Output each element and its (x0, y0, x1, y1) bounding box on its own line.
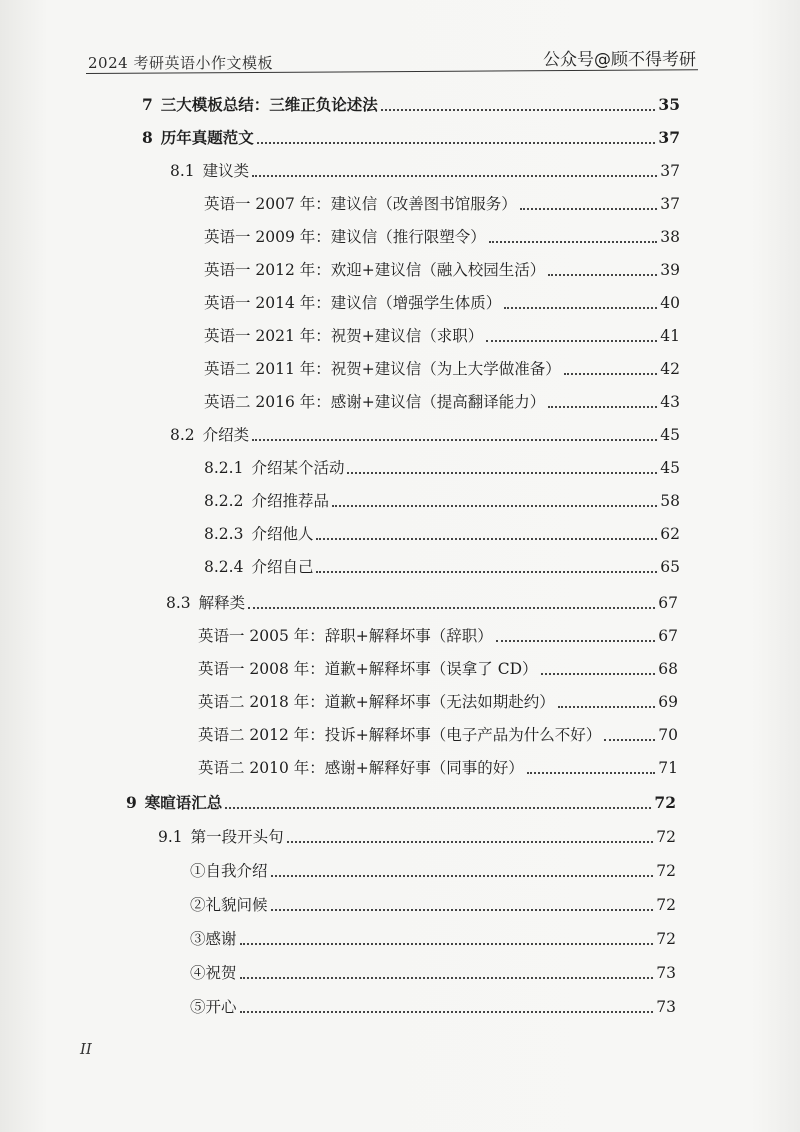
toc-entry[interactable]: 8.2 介绍类 45 (170, 426, 680, 444)
toc-entry[interactable]: ②礼貌问候 72 (190, 896, 676, 914)
toc-page-number: 72 (656, 828, 676, 846)
leader-dots (240, 977, 654, 979)
toc-entry[interactable]: 9 寒暄语汇总 72 (126, 793, 676, 812)
toc-page-number: 67 (658, 627, 678, 645)
toc-entry[interactable]: 英语一 2021 年：祝贺+建议信（求职） 41 (204, 327, 680, 345)
toc-page-number: 39 (660, 261, 680, 279)
leader-dots (252, 439, 657, 441)
toc-entry[interactable]: 8.2.1 介绍某个活动 45 (204, 459, 680, 477)
toc-page-number: 72 (656, 862, 676, 880)
leader-dots (240, 943, 654, 945)
toc-entry[interactable]: 英语二 2016 年：感谢+建议信（提高翻译能力） 43 (204, 393, 680, 411)
leader-dots (240, 1011, 654, 1013)
toc-page-number: 37 (660, 162, 680, 180)
toc-page-number: 38 (660, 228, 680, 246)
toc-entry[interactable]: 英语一 2007 年：建议信（改善图书馆服务） 37 (204, 195, 680, 213)
toc-page-number: 37 (660, 195, 680, 213)
toc-entry[interactable]: 英语二 2010 年：感谢+解释好事（同事的好） 71 (198, 759, 678, 777)
leader-dots (541, 673, 656, 675)
leader-dots (332, 505, 657, 507)
leader-dots (381, 109, 656, 111)
leader-dots (558, 706, 655, 708)
toc-entry[interactable]: 英语一 2008 年：道歉+解释坏事（误拿了 CD） 68 (198, 660, 678, 678)
leader-dots (287, 841, 654, 843)
toc-page-number: 62 (660, 525, 680, 543)
toc-entry[interactable]: 英语一 2009 年：建议信（推行限塑令） 38 (204, 228, 680, 246)
running-header-source: 公众号@顾不得考研 (543, 50, 696, 70)
toc-entry[interactable]: ①自我介绍 72 (190, 862, 676, 880)
toc-entry[interactable]: 9.1 第一段开头句 72 (158, 828, 676, 846)
toc-entry[interactable]: 8.1 建议类 37 (170, 162, 680, 180)
leader-dots (564, 373, 657, 375)
toc-page-number: 58 (660, 492, 680, 510)
toc-entry[interactable]: 英语一 2005 年：辞职+解释坏事（辞职） 67 (198, 627, 678, 645)
toc-page-number: 43 (660, 393, 680, 411)
toc-entry[interactable]: 英语一 2014 年：建议信（增强学生体质） 40 (204, 294, 680, 312)
page-number-footer: II (80, 1040, 92, 1058)
toc-page-number: 37 (658, 128, 680, 147)
toc-page-number: 71 (658, 759, 678, 777)
leader-dots (496, 640, 655, 642)
leader-dots (527, 772, 655, 774)
leader-dots (548, 406, 657, 408)
toc-page-number: 45 (660, 459, 680, 477)
toc-page-number: 72 (656, 930, 676, 948)
toc-entry[interactable]: 8.2.2 介绍推荐品 58 (204, 492, 680, 510)
toc-entry[interactable]: 8 历年真题范文 37 (142, 128, 680, 147)
leader-dots (271, 875, 654, 877)
toc-entry[interactable]: ⑤开心 73 (190, 998, 676, 1016)
toc-page-number: 73 (656, 998, 676, 1016)
toc-page-number: 73 (656, 964, 676, 982)
leader-dots (225, 807, 651, 809)
toc-entry[interactable]: 英语二 2011 年：祝贺+建议信（为上大学做准备） 42 (204, 360, 680, 378)
running-header-title: 2024 考研英语小作文模板 (88, 54, 273, 72)
toc-entry[interactable]: 英语二 2018 年：道歉+解释坏事（无法如期赴约） 69 (198, 693, 678, 711)
toc-page-number: 67 (658, 594, 678, 612)
toc-page-number: 45 (660, 426, 680, 444)
toc-entry[interactable]: 8.3 解释类 67 (166, 594, 678, 612)
toc-page-number: 65 (660, 558, 680, 576)
toc-page-number: 42 (660, 360, 680, 378)
toc-page-number: 72 (656, 896, 676, 914)
toc-page-number: 40 (660, 294, 680, 312)
toc-page-number: 35 (658, 95, 680, 114)
toc-page-number: 72 (654, 793, 676, 812)
toc-entry[interactable]: 7 三大模板总结：三维正负论述法 35 (142, 95, 680, 114)
leader-dots (248, 607, 655, 609)
leader-dots (486, 340, 657, 342)
toc-entry[interactable]: 英语一 2012 年：欢迎+建议信（融入校园生活） 39 (204, 261, 680, 279)
leader-dots (252, 175, 657, 177)
toc-entry[interactable]: 英语二 2012 年：投诉+解释坏事（电子产品为什么不好） 70 (198, 726, 678, 744)
toc-page-number: 70 (658, 726, 678, 744)
leader-dots (347, 472, 657, 474)
leader-dots (316, 571, 657, 573)
toc-page-number: 69 (658, 693, 678, 711)
toc-entry[interactable]: 8.2.3 介绍他人 62 (204, 525, 680, 543)
toc-page-number: 68 (658, 660, 678, 678)
leader-dots (257, 142, 656, 144)
leader-dots (604, 739, 655, 741)
leader-dots (316, 538, 657, 540)
toc-entry[interactable]: ③感谢 72 (190, 930, 676, 948)
toc-page-number: 41 (660, 327, 680, 345)
leader-dots (489, 241, 657, 243)
toc-entry[interactable]: ④祝贺 73 (190, 964, 676, 982)
leader-dots (520, 208, 657, 210)
leader-dots (504, 307, 657, 309)
leader-dots (548, 274, 657, 276)
toc-entry[interactable]: 8.2.4 介绍自己 65 (204, 558, 680, 576)
leader-dots (271, 909, 654, 911)
